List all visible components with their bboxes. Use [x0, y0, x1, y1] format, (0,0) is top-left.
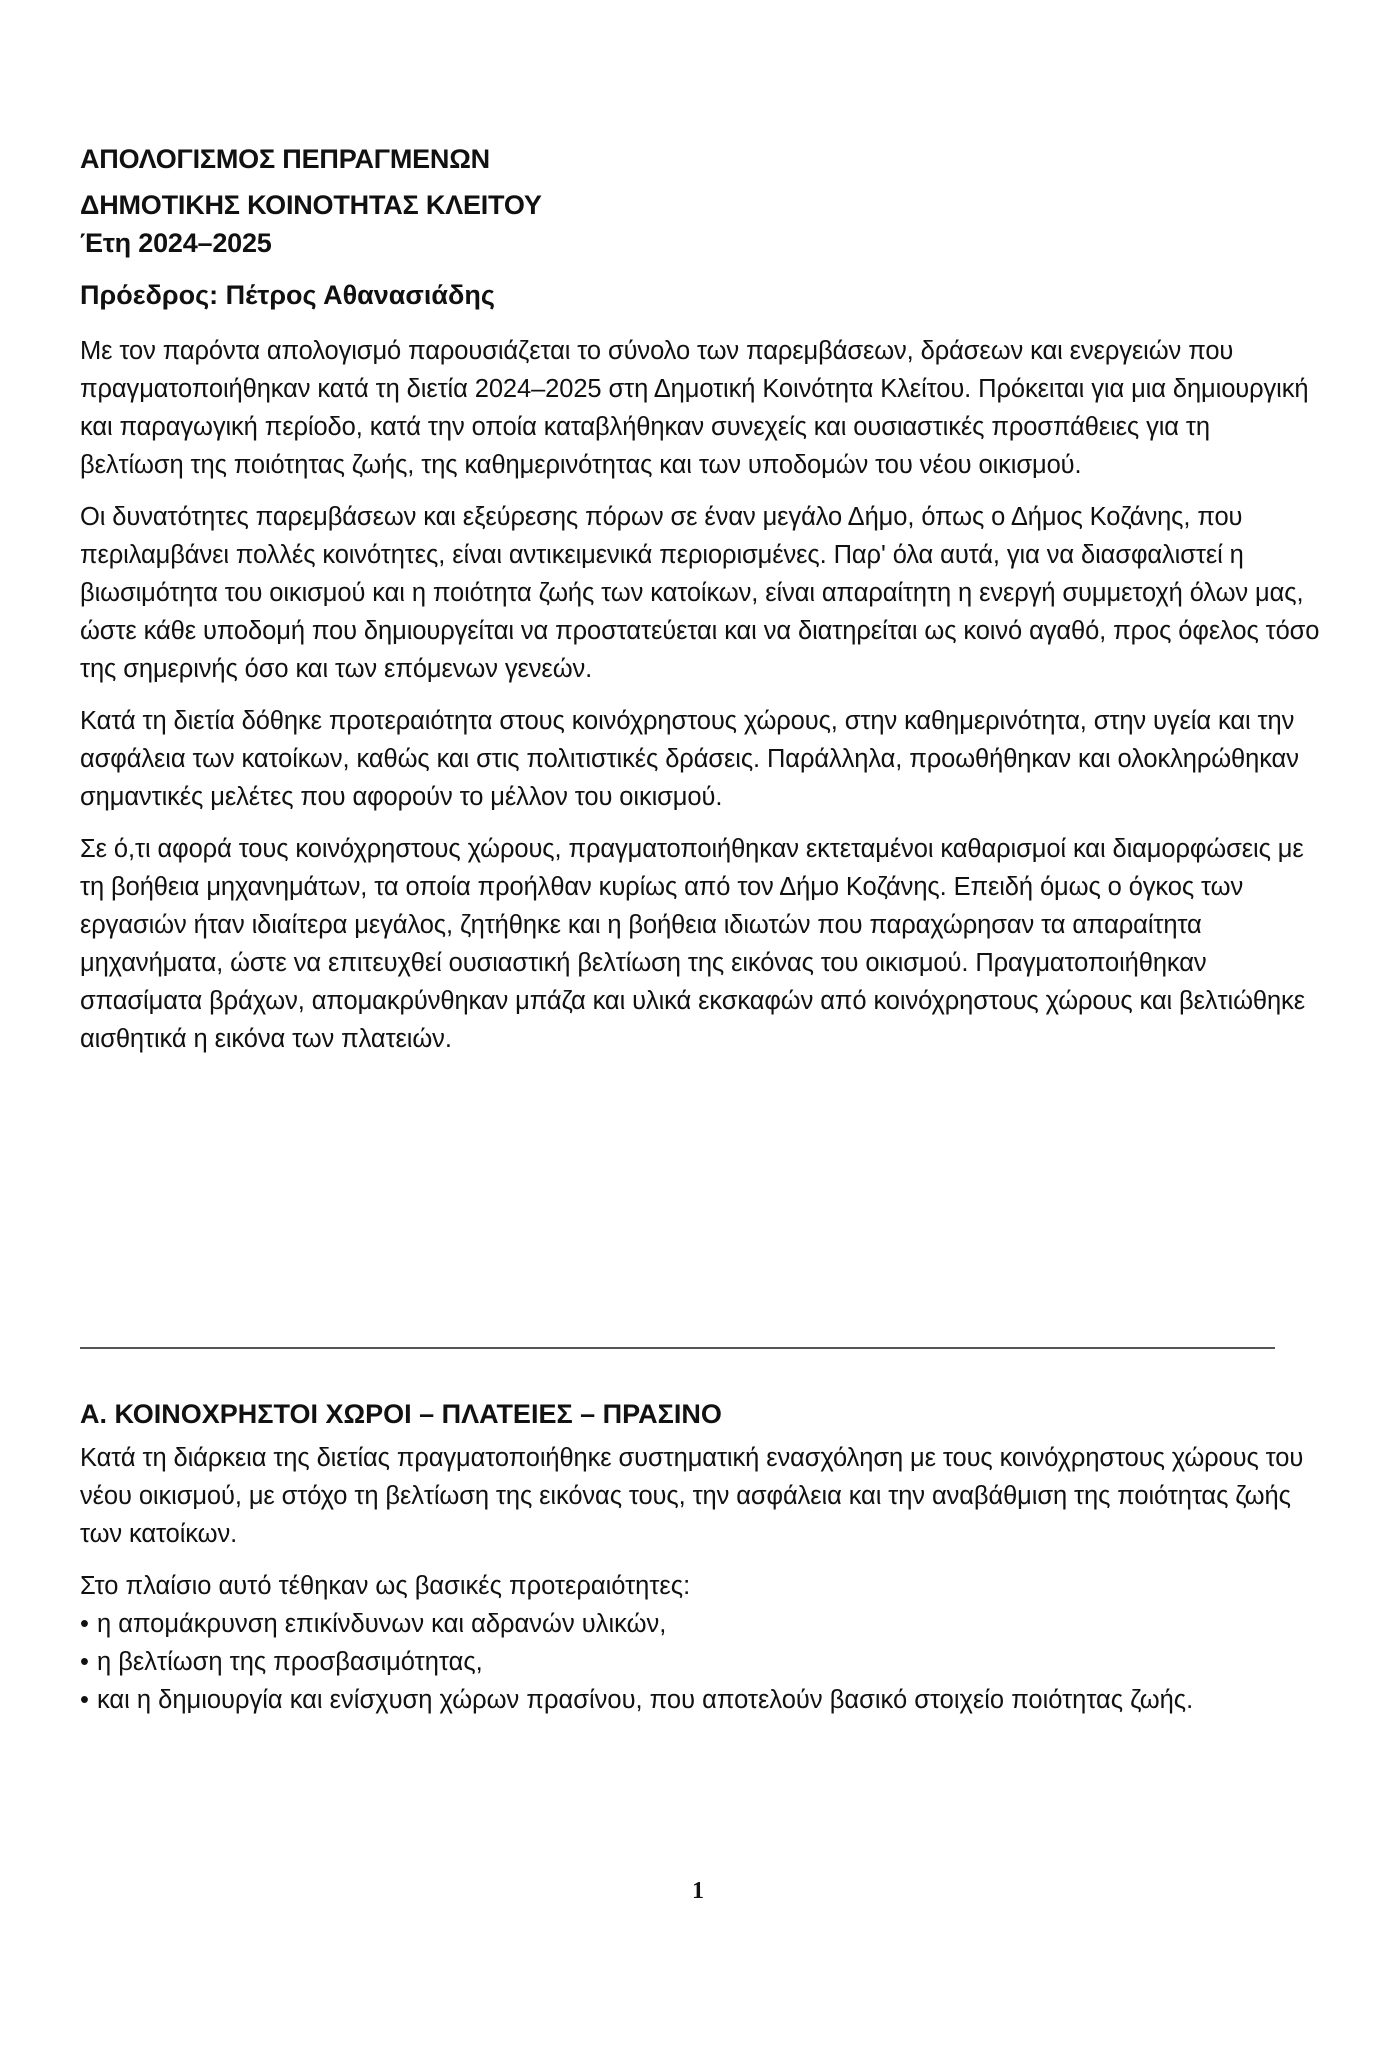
list-item-text: η βελτίωση της προσβασιμότητας,	[96, 1648, 483, 1676]
document-years: Έτη 2024–2025	[80, 228, 272, 258]
list-item-text: και η δημιουργία και ενίσχυση χώρων πρασίνου, που αποτελούν βασικό στοιχείο ποιότητας ζωής.	[96, 1686, 1194, 1714]
list-item-text: η απομάκρυνση επικίνδυνων και αδρανών υλικών,	[96, 1610, 667, 1638]
intro-paragraph-4: Σε ό,τι αφορά τους κοινόχρηστους χώρους, πραγματοποιήθηκαν εκτεταμένοι καθαρισμοί και διαμορφώσεις με τη βοήθεια μηχανημάτων, τα οποία προήλθαν κυρίως από τον Δήμο Κοζάνης. Επειδή όμως ο όγκος των εργασιών ήταν ιδιαίτερα μεγάλος, ζητήθηκε και η βοήθεια ιδιωτών που παραχώρησαν τα απαραίτητα μηχανήματα, ώστε να επιτευχθεί ουσιαστική βελτίωση της εικόνας του οικισμού. Πραγματοποιήθηκαν σπασίματα βράχων, απομακρύνθηκαν μπάζα και υλικά εκσκαφών από κοινόχρηστους χώρους και βελτιώθηκε αισθητικά η εικόνα των πλατειών.	[80, 835, 1305, 1053]
bullet-icon: •	[80, 1648, 89, 1676]
section-a	[80, 1395, 1320, 1719]
bullet-icon: •	[80, 1686, 89, 1714]
list-item	[80, 1681, 1320, 1719]
intro-paragraph-2: Οι δυνατότητες παρεμβάσεων και εξεύρεσης πόρων σε έναν μεγάλο Δήμο, όπως ο Δήμος Κοζάνης, που περιλαμβάνει πολλές κοινότητες, είναι αντικειμενικά περιορισμένες. Παρ' όλα αυτά, για να διασφαλιστεί η βιωσιμότητα του οικισμού και η ποιότητα ζωής των κατοίκων, είναι απαραίτητη η ενεργή συμμετοχή όλων μας, ώστε κάθε υποδομή που δημιουργείται να προστατεύεται και να διατηρείται ως κοινό αγαθό, προς όφελος τόσο της σημερινής όσο και των επόμενων γενεών.	[80, 503, 1320, 683]
document-subtitle: ΔΗΜΟΤΙΚΗΣ ΚΟΙΝΟΤΗΤΑΣ ΚΛΕΙΤΟΥ	[80, 190, 542, 220]
document-title: ΑΠΟΛΟΓΙΣΜΟΣ ΠΕΠΡΑΓΜΕΝΩΝ	[80, 144, 490, 174]
section-a-paragraph: Κατά τη διάρκεια της διετίας πραγματοποιήθηκε συστηματική ενασχόληση με τους κοινόχρηστους χώρους του νέου οικισμού, με στόχο τη βελτίωση της εικόνας τους, την ασφάλεια και την αναβάθμιση της ποιότητας ζωής των κατοίκων.	[80, 1444, 1304, 1548]
list-item	[80, 1643, 1320, 1681]
priorities-list	[80, 1605, 1320, 1719]
priorities-intro: Στο πλαίσιο αυτό τέθηκαν ως βασικές προτεραιότητες:	[80, 1572, 691, 1600]
section-a-heading: Α. ΚΟΙΝΟΧΡΗΣΤΟΙ ΧΩΡΟΙ – ΠΛΑΤΕΙΕΣ – ΠΡΑΣΙΝΟ	[80, 1399, 722, 1429]
intro-paragraph-1: Με τον παρόντα απολογισμό παρουσιάζεται το σύνολο των παρεμβάσεων, δράσεων και ενεργειών που πραγματοποιήθηκαν κατά τη διετία 2024–2025 στη Δημοτική Κοινότητα Κλείτου. Πρόκειται για μια δημιουργική και παραγωγική περίοδο, κατά την οποία καταβλήθηκαν συνεχείς και ουσιαστικές προσπάθειες για τη βελτίωση της ποιότητας ζωής, της καθημερινότητας και των υποδομών του νέου οικισμού.	[80, 337, 1309, 479]
page-number: 1	[692, 1878, 704, 1904]
president-line: Πρόεδρος: Πέτρος Αθανασιάδης	[80, 280, 495, 310]
list-item	[80, 1605, 1320, 1643]
section-divider	[80, 1347, 1275, 1349]
intro-paragraph-3: Κατά τη διετία δόθηκε προτεραιότητα στους κοινόχρηστους χώρους, στην καθημερινότητα, στην υγεία και την ασφάλεια των κατοίκων, καθώς και στις πολιτιστικές δράσεις. Παράλληλα, προωθήθηκαν και ολοκληρώθηκαν σημαντικές μελέτες που αφορούν το μέλλον του οικισμού.	[80, 707, 1299, 811]
document-page	[80, 140, 1320, 1072]
bullet-icon: •	[80, 1610, 89, 1638]
